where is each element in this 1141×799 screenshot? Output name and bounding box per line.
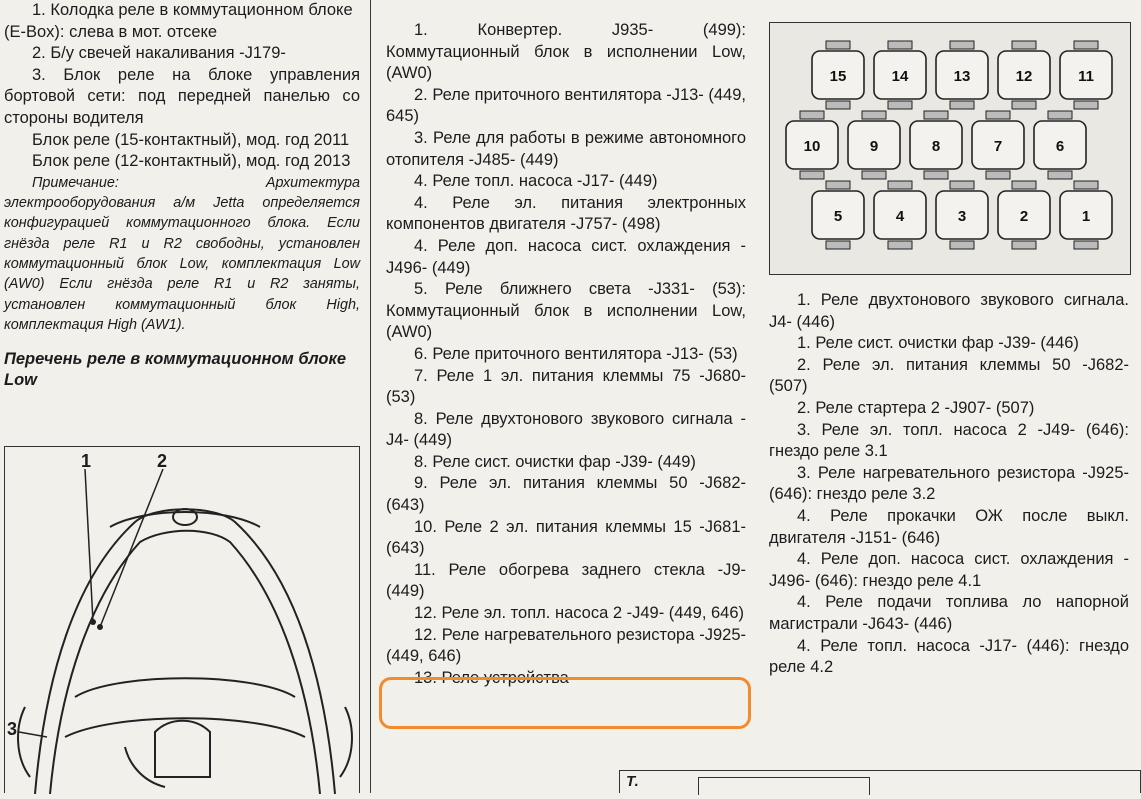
relay-socket-label: 2 — [1019, 208, 1029, 225]
table-stub-cell — [698, 777, 870, 795]
middle-column — [386, 20, 746, 689]
col2-item-2: 2. Реле приточного вентилятора -J13- (449, 645) — [386, 85, 746, 126]
figure-label-1: 1 — [81, 451, 92, 471]
col2-item-15: 12. Реле эл. топл. насоса 2 -J49- (449, 646) — [414, 604, 745, 623]
relay-socket-label: 15 — [829, 68, 847, 85]
relay-socket-7 — [972, 111, 1024, 179]
relay-socket-14 — [874, 41, 926, 109]
relay-socket-11 — [1060, 41, 1112, 109]
relay-socket-label: 9 — [869, 138, 879, 155]
relay-socket-label: 3 — [957, 208, 967, 225]
relay-socket-8 — [910, 111, 962, 179]
figure-label-3: 3 — [7, 719, 18, 739]
relay-socket-6 — [1034, 111, 1086, 179]
relay-socket-15 — [812, 41, 864, 109]
col2-item-8: 6. Реле приточного вентилятора -J13- (53) — [414, 344, 738, 363]
table-stub — [619, 770, 1141, 793]
relay-socket-12 — [998, 41, 1050, 109]
col3-item-2: 1. Реле сист. очистки фар -J39- (446) — [797, 334, 1079, 353]
col3-item-6: 3. Реле нагревательного резистора -J925- (646): гнездо реле 3.2 — [769, 463, 1129, 504]
col3-item-1: 1. Реле двухтонового звукового сигнала. J4- (446) — [769, 291, 1129, 331]
col2-item-12: 9. Реле эл. питания клеммы 50 -J682- (643) — [386, 474, 746, 515]
col3-item-8: 4. Реле доп. насоса сист. охлаждения -J496- (646): гнездо реле 4.1 — [769, 550, 1129, 590]
col3-item-4: 2. Реле стартера 2 -J907- (507) — [797, 398, 1035, 417]
col3-item-5: 3. Реле эл. топл. насоса 2 -J49- (646): гнездо реле 3.1 — [769, 420, 1129, 461]
col2-item-17: 13. Реле устройства — [414, 668, 569, 687]
relay-socket-9 — [848, 111, 900, 179]
relay-socket-13 — [936, 41, 988, 109]
col1-para-6: Блок реле (12-контактный), мод. год 2013 — [32, 152, 351, 171]
col2-item-9: 7. Реле 1 эл. питания клеммы 75 -J680- (53) — [386, 366, 746, 407]
highlight-outline — [379, 677, 751, 729]
col2-item-7: 5. Реле ближнего света -J331- (53): Коммутационный блок в исполнении Low, (AW0) — [386, 280, 746, 342]
car-location-figure — [4, 446, 360, 793]
right-column — [769, 290, 1129, 679]
col1-para-5: Блок реле (15-контактный), мод. год 2011 — [32, 130, 350, 149]
relay-socket-label: 1 — [1081, 208, 1091, 225]
relay-socket-4 — [874, 181, 926, 249]
col3-item-9: 4. Реле подачи топлива ло напорной магистрали -J643- (446) — [769, 593, 1129, 633]
relay-socket-label: 12 — [1015, 68, 1033, 85]
col2-item-11: 8. Реле сист. очистки фар -J39- (449) — [414, 452, 696, 471]
col3-item-3: 2. Реле эл. питания клеммы 50 -J682- (507) — [769, 355, 1129, 396]
section-heading: Перечень реле в коммутационном блоке Low — [4, 350, 347, 390]
relay-socket-label: 8 — [931, 138, 941, 155]
col2-item-13: 10. Реле 2 эл. питания клеммы 15 -J681- (643) — [386, 517, 746, 558]
relay-socket-label: 4 — [895, 208, 905, 225]
col1-para-4: 3. Блок реле на блоке управления бортовой сети: под передней панелью со стороны водителя — [4, 65, 360, 127]
relay-grid — [770, 23, 1129, 273]
relay-socket-label: 13 — [953, 68, 971, 85]
column-separator — [370, 0, 371, 793]
relay-socket-label: 6 — [1055, 138, 1065, 155]
relay-socket-5 — [812, 181, 864, 249]
note-paragraph: Примечание: Архитектура электрооборудования а/м Jetta определяется конфигурацией коммутационного блока. Если гнёзда реле R1 и R2 свободны, установлен коммутационный блок Low, комплектация Low (AW0) Если гнёзда реле R1 и R2 заняты, установлен коммутационный блок High, комплектация High (AW1). — [4, 174, 360, 333]
col2-item-10: 8. Реле двухтонового звукового сигнала -J4- (449) — [386, 409, 746, 450]
col2-item-16: 12. Реле нагревательного резистора -J925- (449, 646) — [386, 625, 746, 666]
relay-socket-3 — [936, 181, 988, 249]
relay-socket-10 — [786, 111, 838, 179]
col2-item-1: 1. Конвертер. J935- (499): Коммутационный блок в исполнении Low, (AW0) — [386, 21, 746, 83]
col2-item-4: 4. Реле топл. насоса -J17- (449) — [414, 172, 658, 191]
relay-socket-1 — [1060, 181, 1112, 249]
relay-box-diagram — [769, 22, 1131, 275]
col2-item-6: 4. Реле доп. насоса сист. охлаждения -J496- (449) — [386, 236, 746, 277]
relay-socket-label: 10 — [803, 138, 821, 155]
col1-para-3: 2. Б/у свечей накаливания -J179- — [32, 44, 286, 63]
table-stub-label: Т. — [626, 773, 639, 790]
relay-socket-label: 11 — [1078, 68, 1094, 85]
relay-socket-label: 5 — [833, 208, 843, 225]
car-drawing — [5, 447, 358, 794]
col2-item-3: 3. Реле для работы в режиме автономного отопителя -J485- (449) — [386, 128, 746, 169]
relay-socket-2 — [998, 181, 1050, 249]
left-column — [4, 0, 360, 391]
col1-para-1: 1. Колодка реле в коммутационном блоке — [32, 1, 353, 19]
col2-item-14: 11. Реле обогрева заднего стекла -J9- (449) — [386, 560, 746, 601]
col1-para-2: (E-Box): слева в мот. отсеке — [4, 22, 218, 41]
relay-socket-label: 14 — [891, 68, 909, 85]
relay-socket-label: 7 — [993, 138, 1003, 155]
col3-item-7: 4. Реле прокачки ОЖ после выкл. двигателя -J151- (646) — [769, 506, 1129, 547]
figure-label-2: 2 — [157, 451, 168, 471]
col2-item-5: 4. Реле эл. питания электронных компонентов двигателя -J757- (498) — [386, 193, 746, 234]
col3-item-10: 4. Реле топл. насоса -J17- (446): гнездо реле 4.2 — [769, 636, 1129, 677]
